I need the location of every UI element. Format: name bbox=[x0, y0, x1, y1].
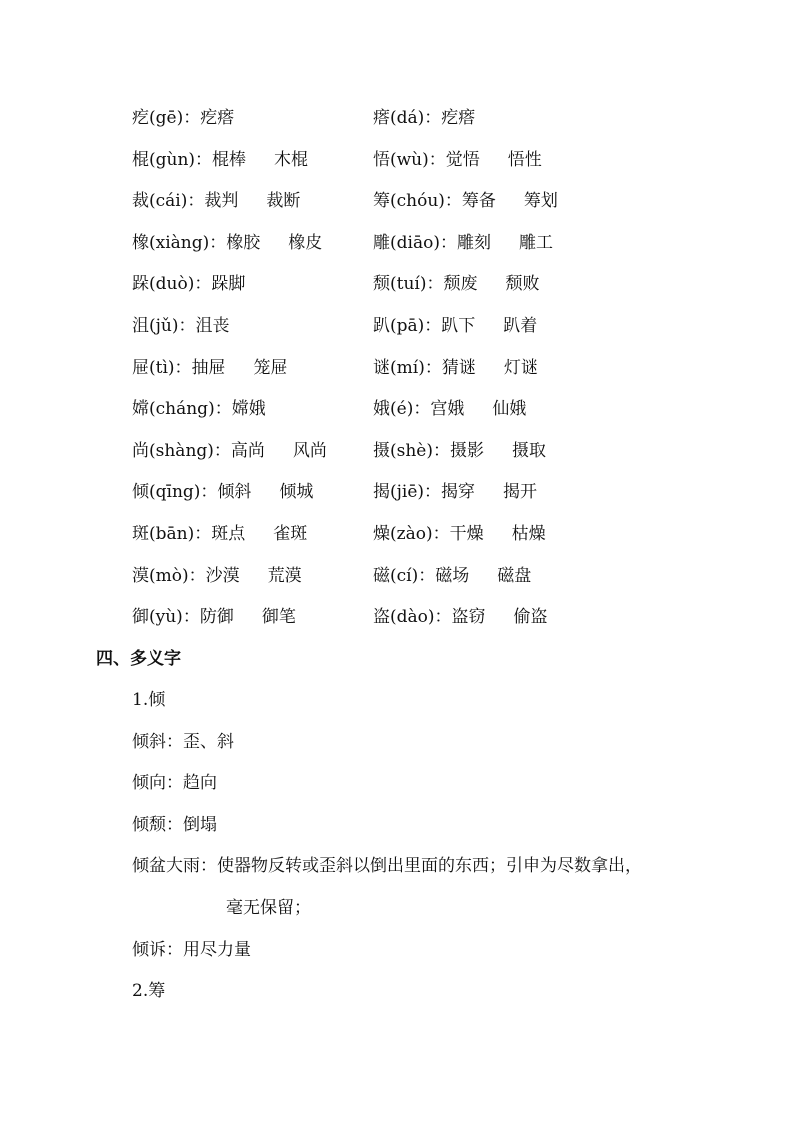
polysemy-list bbox=[132, 686, 642, 1019]
vocab-entry bbox=[132, 437, 327, 465]
entry-word: 干燥 bbox=[449, 523, 484, 544]
entry-head: 棍(gùn)： bbox=[132, 149, 213, 170]
vocab-entry bbox=[132, 229, 322, 257]
vocab-entry bbox=[132, 478, 313, 506]
entry-head: 盗(dào)： bbox=[373, 607, 452, 628]
entry-word: 木棍 bbox=[274, 149, 309, 170]
entry-word: 仙娥 bbox=[492, 399, 527, 420]
entry-head: 悟(wù)： bbox=[373, 149, 446, 170]
entry-head: 瘩(dá)： bbox=[373, 108, 442, 128]
vocab-entry bbox=[373, 562, 531, 590]
entry-head: 尚(shàng)： bbox=[132, 440, 231, 461]
entry-head: 漠(mò)： bbox=[132, 565, 206, 586]
vocab-entry bbox=[132, 354, 288, 382]
entry-word: 趴着 bbox=[503, 315, 538, 336]
entry-head: 裁(cái)： bbox=[132, 191, 205, 212]
polysemy-line: 1.倾 bbox=[132, 690, 166, 710]
entry-word: 磁场 bbox=[435, 565, 470, 586]
vocab-entry bbox=[132, 104, 234, 132]
entry-word: 风尚 bbox=[292, 440, 327, 461]
entry-head: 娥(é)： bbox=[373, 399, 431, 420]
entry-word: 雕刻 bbox=[456, 232, 491, 253]
entry-word: 跺脚 bbox=[211, 274, 246, 295]
entry-word: 疙瘩 bbox=[441, 108, 476, 128]
vocab-entry bbox=[132, 562, 302, 590]
entry-word: 御笔 bbox=[261, 607, 296, 628]
entry-word: 荒漠 bbox=[267, 565, 302, 586]
vocab-entry bbox=[373, 312, 537, 340]
entry-head: 御(yù)： bbox=[132, 607, 200, 628]
entry-word: 颓废 bbox=[443, 274, 478, 295]
entry-head: 趴(pā)： bbox=[373, 315, 442, 336]
vocab-entry bbox=[373, 187, 558, 215]
entry-word: 偷盗 bbox=[513, 607, 548, 628]
entry-head: 筹(chóu)： bbox=[373, 191, 462, 212]
entry-word: 防御 bbox=[199, 607, 234, 628]
entry-head: 颓(tuí)： bbox=[373, 274, 444, 295]
entry-head: 揭(jiē)： bbox=[373, 482, 442, 503]
entry-word: 摄影 bbox=[450, 440, 484, 461]
vocab-entry bbox=[132, 146, 308, 174]
vocab-entry bbox=[132, 395, 266, 423]
entry-word: 筹备 bbox=[461, 191, 496, 212]
entry-word: 橡胶 bbox=[226, 232, 261, 253]
polysemy-line-continuation: 毫无保留； bbox=[226, 897, 311, 918]
entry-word: 摄取 bbox=[512, 440, 546, 461]
entry-word: 倾城 bbox=[279, 482, 314, 503]
entry-head: 跺(duò)： bbox=[132, 274, 212, 295]
vocab-entry bbox=[373, 270, 539, 298]
entry-word: 猜谜 bbox=[441, 357, 476, 378]
entry-word: 颓败 bbox=[505, 274, 540, 295]
entry-word: 宫娥 bbox=[430, 399, 465, 420]
entry-word: 沙漠 bbox=[205, 565, 240, 586]
entry-head: 沮(jǔ)： bbox=[132, 315, 196, 336]
entry-word: 疙瘩 bbox=[200, 108, 235, 128]
entry-word: 揭穿 bbox=[441, 482, 476, 503]
polysemy-line: 2.筹 bbox=[132, 981, 166, 1002]
vocab-entry bbox=[132, 520, 307, 548]
entry-word: 嫦娥 bbox=[231, 399, 266, 420]
vocab-entry bbox=[373, 354, 538, 382]
entry-head: 摄(shè)： bbox=[373, 440, 450, 461]
entry-head: 屉(tì)： bbox=[132, 357, 192, 378]
entry-word: 揭开 bbox=[503, 482, 538, 503]
vocab-entry bbox=[132, 270, 245, 298]
polysemy-line: 倾颓：倒塌 bbox=[132, 814, 217, 835]
polysemy-line: 倾诉：用尽力量 bbox=[132, 939, 251, 960]
entry-head: 斑(bān)： bbox=[132, 523, 212, 544]
entry-word: 筹划 bbox=[523, 191, 558, 212]
entry-word: 高尚 bbox=[230, 440, 265, 461]
entry-word: 趴下 bbox=[441, 315, 476, 336]
vocab-entry bbox=[132, 312, 229, 340]
entry-head: 雕(diāo)： bbox=[373, 232, 457, 253]
entry-word: 裁判 bbox=[204, 191, 239, 212]
vocab-entry bbox=[373, 104, 475, 132]
entry-word: 雕工 bbox=[518, 232, 553, 253]
entry-word: 裁断 bbox=[266, 191, 301, 212]
entry-word: 灯谜 bbox=[503, 357, 538, 378]
polysemy-line: 倾向：趋向 bbox=[132, 773, 217, 794]
entry-word: 棍棒 bbox=[212, 149, 247, 170]
vocab-entry bbox=[373, 437, 546, 465]
vocab-entry bbox=[373, 603, 548, 631]
entry-word: 磁盘 bbox=[497, 565, 532, 586]
entry-head: 谜(mí)： bbox=[373, 357, 442, 378]
vocab-entry bbox=[373, 395, 526, 423]
entry-head: 燥(zào)： bbox=[373, 523, 450, 544]
vocab-entry bbox=[373, 229, 553, 257]
entry-word: 抽屉 bbox=[191, 357, 226, 378]
polysemy-line: 倾斜：歪、斜 bbox=[132, 731, 234, 752]
section-heading: 四、多义字 bbox=[96, 649, 181, 669]
entry-word: 沮丧 bbox=[195, 315, 230, 336]
entry-word: 倾斜 bbox=[217, 482, 252, 503]
vocab-entry bbox=[373, 478, 537, 506]
entry-head: 磁(cí)： bbox=[373, 565, 436, 586]
vocab-entry bbox=[132, 187, 300, 215]
entry-head: 嫦(cháng)： bbox=[132, 399, 232, 420]
vocab-entry bbox=[373, 146, 542, 174]
entry-word: 觉悟 bbox=[445, 149, 480, 170]
vocab-entry bbox=[373, 520, 546, 548]
vocab-entry bbox=[132, 603, 296, 631]
entry-head: 疙(gē)： bbox=[132, 108, 201, 128]
entry-word: 盗窃 bbox=[451, 607, 486, 628]
entry-word: 悟性 bbox=[507, 149, 542, 170]
entry-head: 橡(xiàng)： bbox=[132, 232, 227, 253]
entry-word: 斑点 bbox=[211, 523, 246, 544]
entry-word: 橡皮 bbox=[288, 232, 323, 253]
polysemy-line: 倾盆大雨：使器物反转或歪斜以倒出里面的东西；引申为尽数拿出， bbox=[132, 856, 642, 877]
entry-head: 倾(qīng)： bbox=[132, 482, 218, 503]
entry-word: 雀斑 bbox=[273, 523, 308, 544]
entry-word: 笼屉 bbox=[253, 357, 288, 378]
entry-word: 枯燥 bbox=[511, 523, 546, 544]
